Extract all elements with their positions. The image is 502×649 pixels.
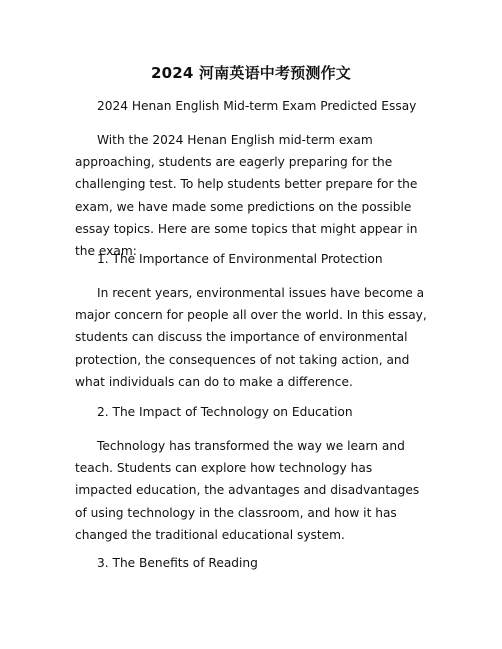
topic-body-2: Technology has transformed the way we learn and teach. Students can explore how technology has impacted education, the advantages and disadvantages of using technology in the classroom, and how it has changed the traditional educational system. xyxy=(75,439,420,542)
topic-heading-2: 2. The Impact of Technology on Education xyxy=(97,405,353,419)
subtitle: 2024 Henan English Mid-term Exam Predicted Essay xyxy=(97,99,417,113)
topic-heading-1: 1. The Importance of Environmental Protection xyxy=(97,252,383,266)
topic-heading-3: 3. The Benefits of Reading xyxy=(97,556,258,570)
intro-paragraph: With the 2024 Henan English mid-term exam approaching, students are eagerly preparing for the challenging test. To help students better prepare for the exam, we have made some predictions on the possible essay topics. Here are some topics that might appear in the exam: xyxy=(75,133,418,259)
page-title: 2024 河南英语中考预测作文 xyxy=(151,64,351,82)
topic-body-1: In recent years, environmental issues have become a major concern for people all over the world. In this essay, students can discuss the importance of environmental protection, the consequences of not taking action, and what individuals can do to make a difference. xyxy=(75,286,427,389)
